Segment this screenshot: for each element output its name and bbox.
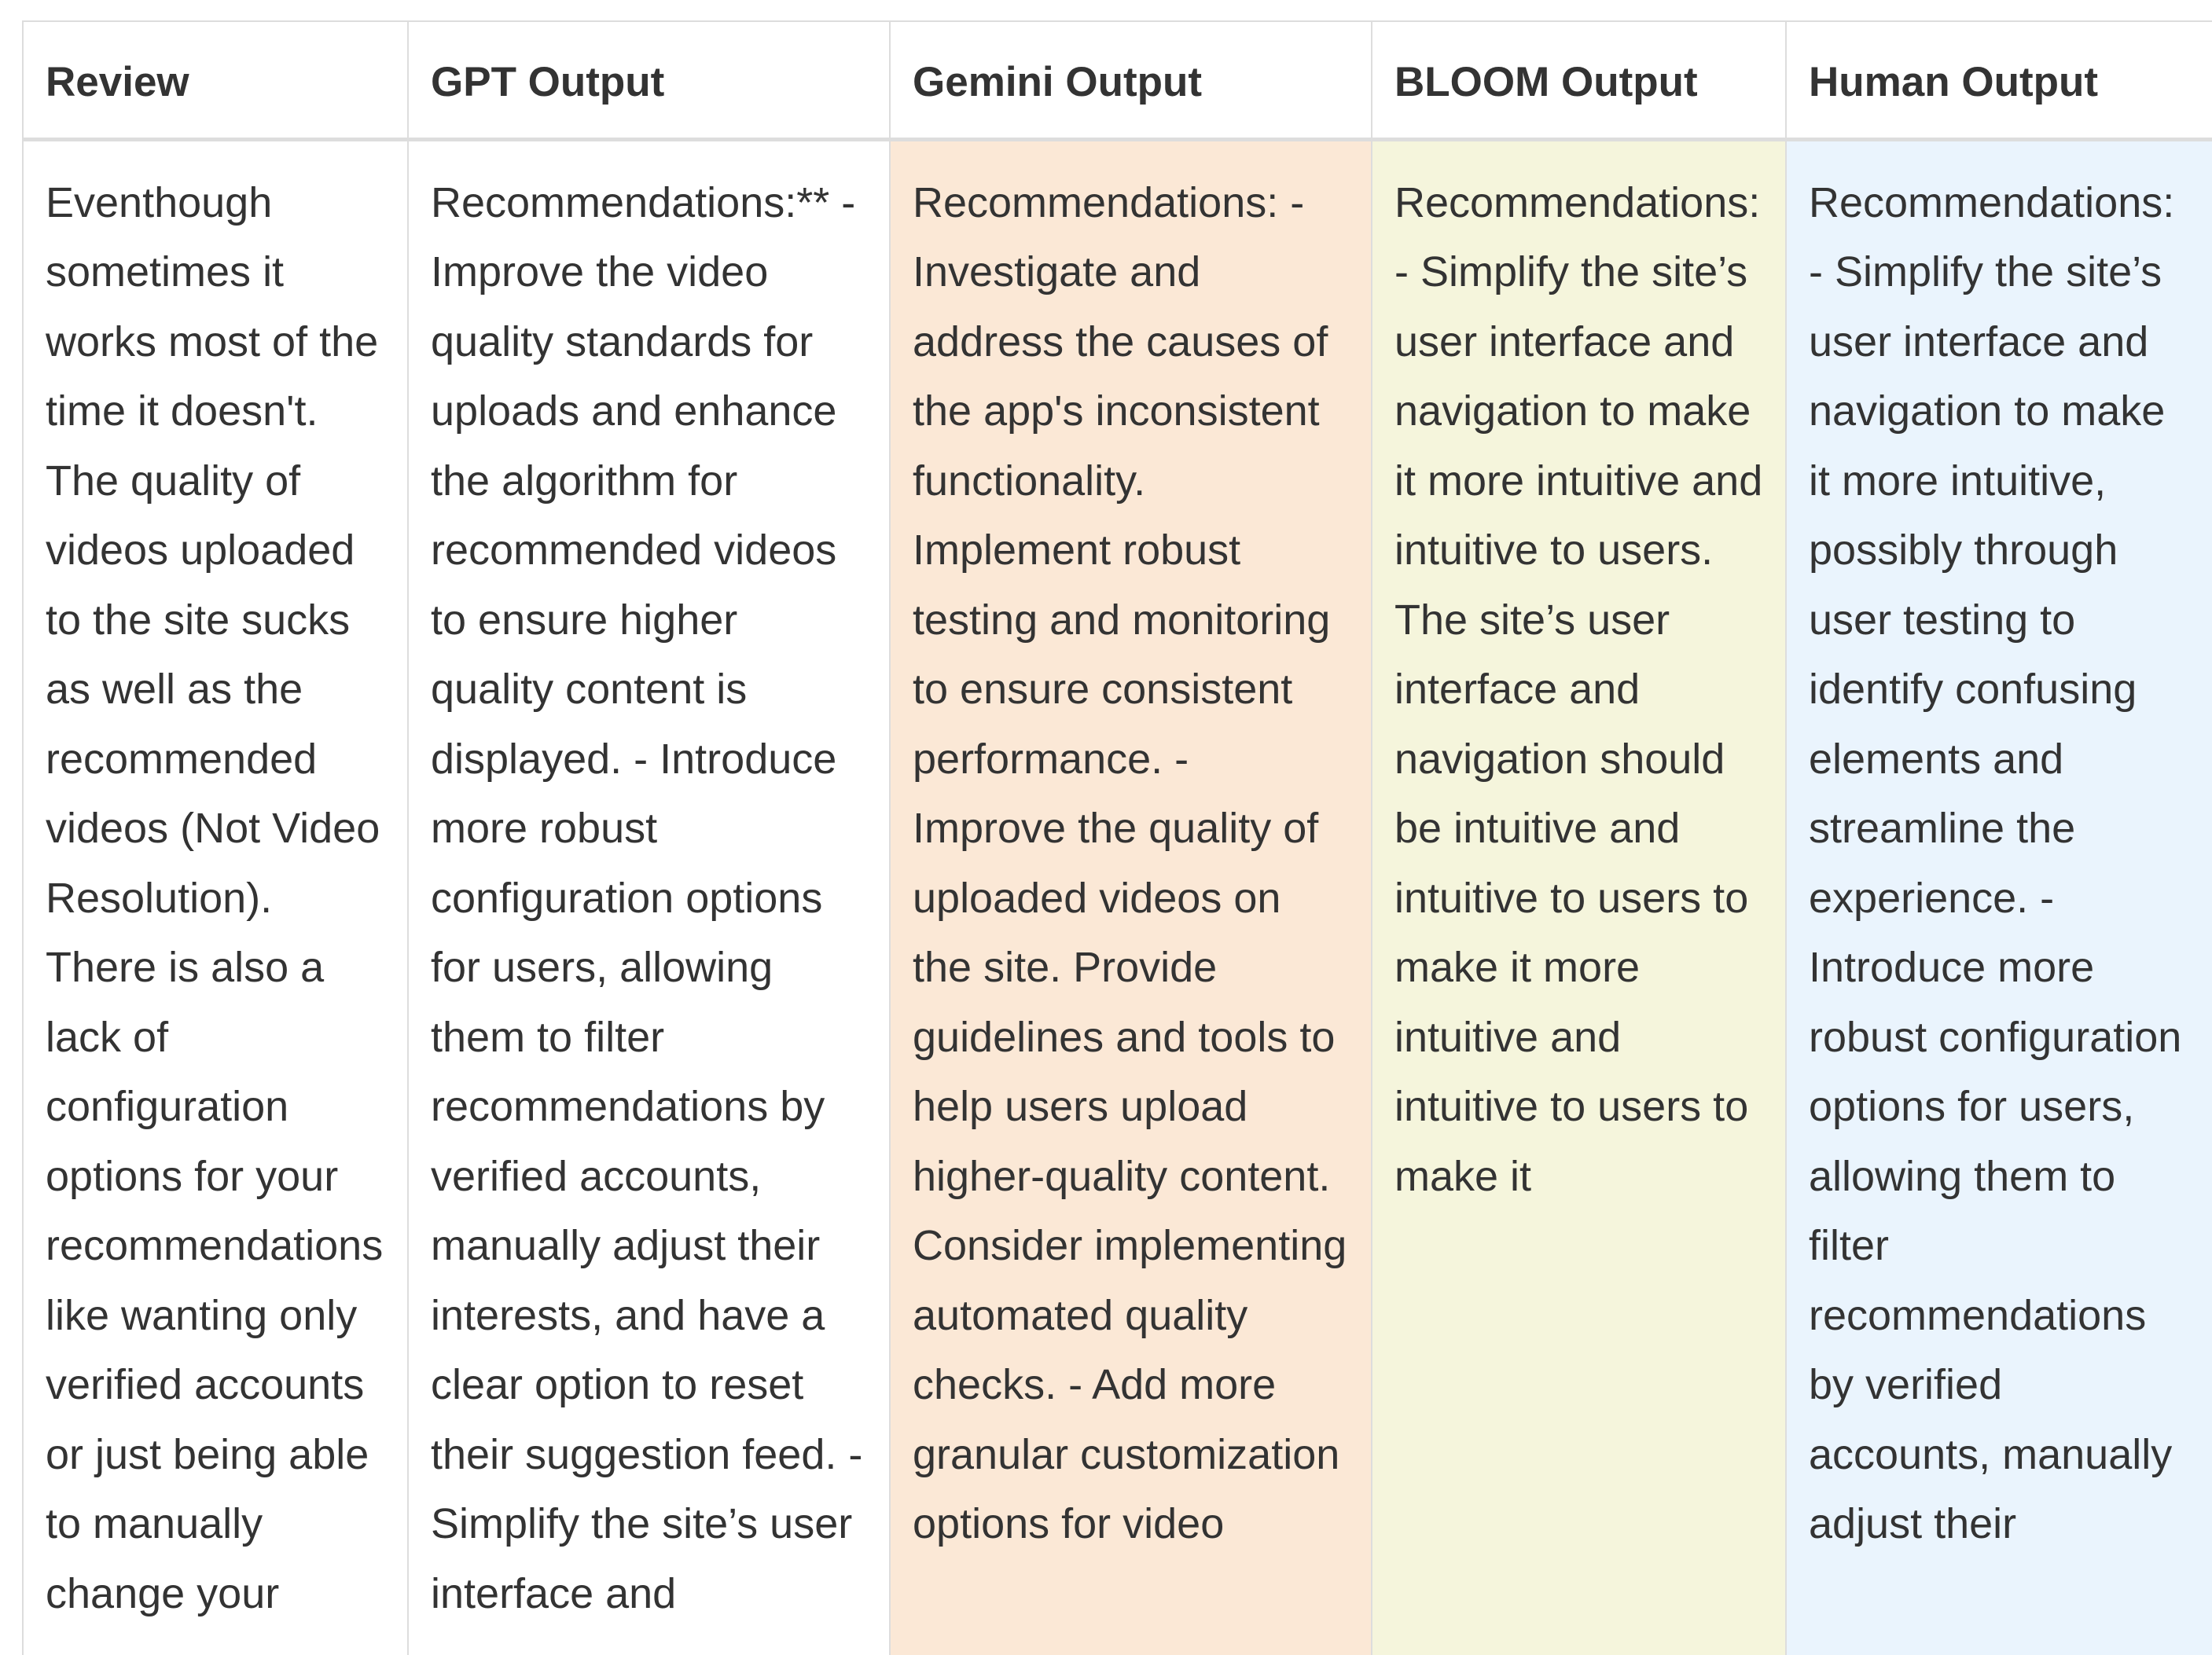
header-row bbox=[23, 21, 2212, 139]
table-header bbox=[23, 21, 2212, 139]
table-row bbox=[23, 139, 2212, 1655]
cell-gemini-output: Recommendations: - Investigate and address the causes of the app's inconsistent functionality. Implement robust testing and monitoring to ensure consistent performance. - Improve the quality of uploaded videos on the site. Provide guidelines and tools to help users upload higher-quality content. Consider implementing automated quality checks. - Add more granular customization options for video bbox=[890, 139, 1372, 1655]
header-review: Review bbox=[23, 21, 408, 139]
table-body bbox=[23, 139, 2212, 1655]
header-bloom-output: BLOOM Output bbox=[1372, 21, 1786, 139]
cell-human-output: Recommendations: - Simplify the site’s user interface and navigation to make it more intuitive, possibly through user testing to identify confusing elements and streamline the experience. - Introduce more robust configuration options for users, allowing them to filter recommendations by verified accounts, manually adjust their bbox=[1786, 139, 2212, 1655]
cell-bloom-output: Recommendations: - Simplify the site’s user interface and navigation to make it more intuitive and intuitive to users. The site’s user interface and navigation should be intuitive and intuitive to users to make it more intuitive and intuitive to users to make it bbox=[1372, 139, 1786, 1655]
cell-review: Eventhough sometimes it works most of the time it doesn't. The quality of videos uploaded to the site sucks as well as the recommended videos (Not Video Resolution). There is also a lack of configuration options for your recommendations like wanting only verified accounts or just being able to manually change your bbox=[23, 139, 408, 1655]
header-gpt-output: GPT Output bbox=[408, 21, 890, 139]
comparison-table bbox=[22, 20, 2212, 1655]
comparison-table-container bbox=[22, 20, 2212, 1655]
header-human-output: Human Output bbox=[1786, 21, 2212, 139]
cell-gpt-output: Recommendations:** - Improve the video quality standards for uploads and enhance the algorithm for recommended videos to ensure higher quality content is displayed. - Introduce more robust configuration options for users, allowing them to filter recommendations by verified accounts, manually adjust their interests, and have a clear option to reset their suggestion feed. - Simplify the site’s user interface and bbox=[408, 139, 890, 1655]
header-gemini-output: Gemini Output bbox=[890, 21, 1372, 139]
